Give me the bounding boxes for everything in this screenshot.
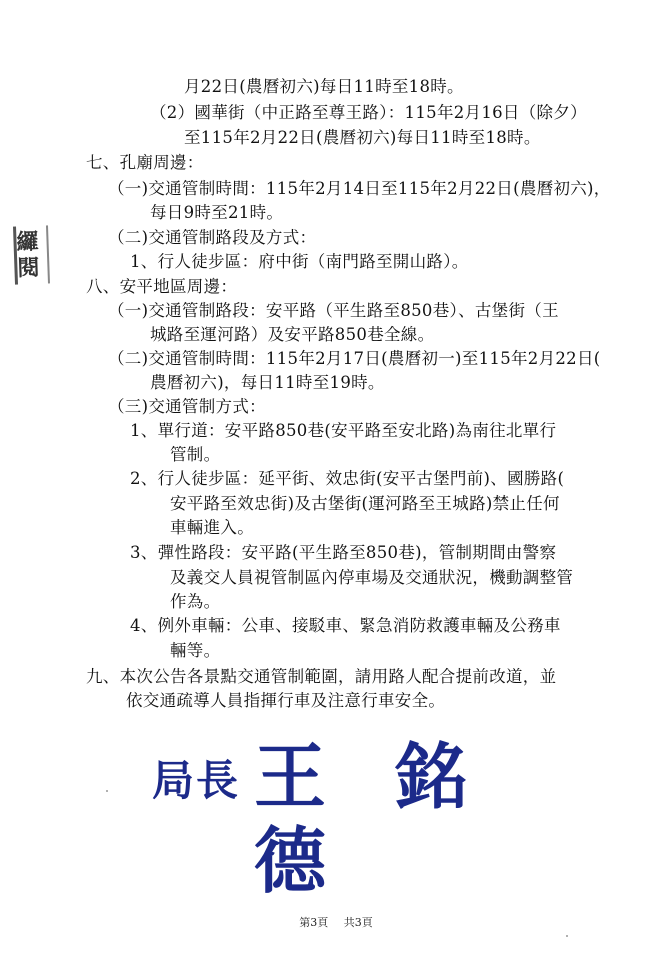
page-footer bbox=[0, 916, 672, 930]
signature-title: 局長 bbox=[152, 756, 241, 805]
body-line-7: （二)交通管制路段及方式： bbox=[108, 228, 317, 247]
body-line-13: 農曆初六)，每日11時至19時。 bbox=[150, 373, 385, 392]
body-line-1: 月22日(農曆初六)每日11時至18時。 bbox=[184, 77, 464, 96]
body-line-10: （一)交通管制路段：安平路（平生路至850巷）、古堡街（王 bbox=[108, 301, 559, 320]
body-line-16: 管制。 bbox=[170, 445, 221, 464]
section-9-heading: 九、本次公告各景點交通管制範圍，請用路人配合提前改道，並 bbox=[86, 667, 557, 686]
body-line-19: 車輛進入。 bbox=[170, 518, 254, 537]
body-line-6: 每日9時至21時。 bbox=[150, 203, 284, 222]
body-line-17: 2、行人徒步區：延平街、效忠街(安平古堡門前)、國勝路( bbox=[130, 469, 565, 488]
body-line-2: （2）國華街（中正路至尊王路）：115年2月16日（除夕） bbox=[150, 103, 587, 122]
body-line-15: 1、單行道：安平路850巷(安平路至安北路)為南往北單行 bbox=[130, 421, 557, 440]
page-total: 共3頁 bbox=[343, 916, 373, 929]
section-7-heading: 七、孔廟周邊： bbox=[86, 153, 204, 172]
body-line-23: 4、例外車輛：公車、接駁車、緊急消防救護車輛及公務車 bbox=[130, 616, 561, 635]
body-line-20: 3、彈性路段：安平路(平生路至850巷)，管制期間由警察 bbox=[130, 543, 557, 562]
scan-speck bbox=[106, 790, 108, 792]
body-line-24: 輛等。 bbox=[170, 641, 221, 660]
body-line-22: 作為。 bbox=[170, 592, 221, 611]
section-8-heading: 八、安平地區周邊： bbox=[86, 277, 238, 296]
body-line-14: （三)交通管制方式： bbox=[108, 397, 266, 416]
body-line-8: 1、行人徒步區：府中街（南門路至開山路）。 bbox=[130, 252, 469, 271]
body-line-26: 依交通疏導人員指揮行車及注意行車安全。 bbox=[126, 691, 446, 710]
director-signature bbox=[152, 734, 512, 903]
body-line-5: （一)交通管制時間：115年2月14日至115年2月22日(農曆初六)， bbox=[108, 179, 611, 198]
body-line-21: 及義交人員視管制區內停車場及交通狀況，機動調整管 bbox=[170, 568, 574, 587]
body-line-3: 至115年2月22日(農曆初六)每日11時至18時。 bbox=[184, 128, 541, 147]
page-number: 第3頁 bbox=[299, 916, 329, 929]
review-stamp: 纙閱 bbox=[13, 225, 50, 284]
body-line-18: 安平路至效忠街)及古堡街(運河路至王城路)禁止任何 bbox=[170, 494, 560, 513]
signature-name: 王 銘 德 bbox=[254, 734, 490, 903]
body-line-12: （二)交通管制時間：115年2月17日(農曆初一)至115年2月22日( bbox=[108, 349, 601, 368]
scan-speck bbox=[566, 935, 568, 937]
body-line-11: 城路至運河路）及安平路850巷全線。 bbox=[150, 325, 435, 344]
